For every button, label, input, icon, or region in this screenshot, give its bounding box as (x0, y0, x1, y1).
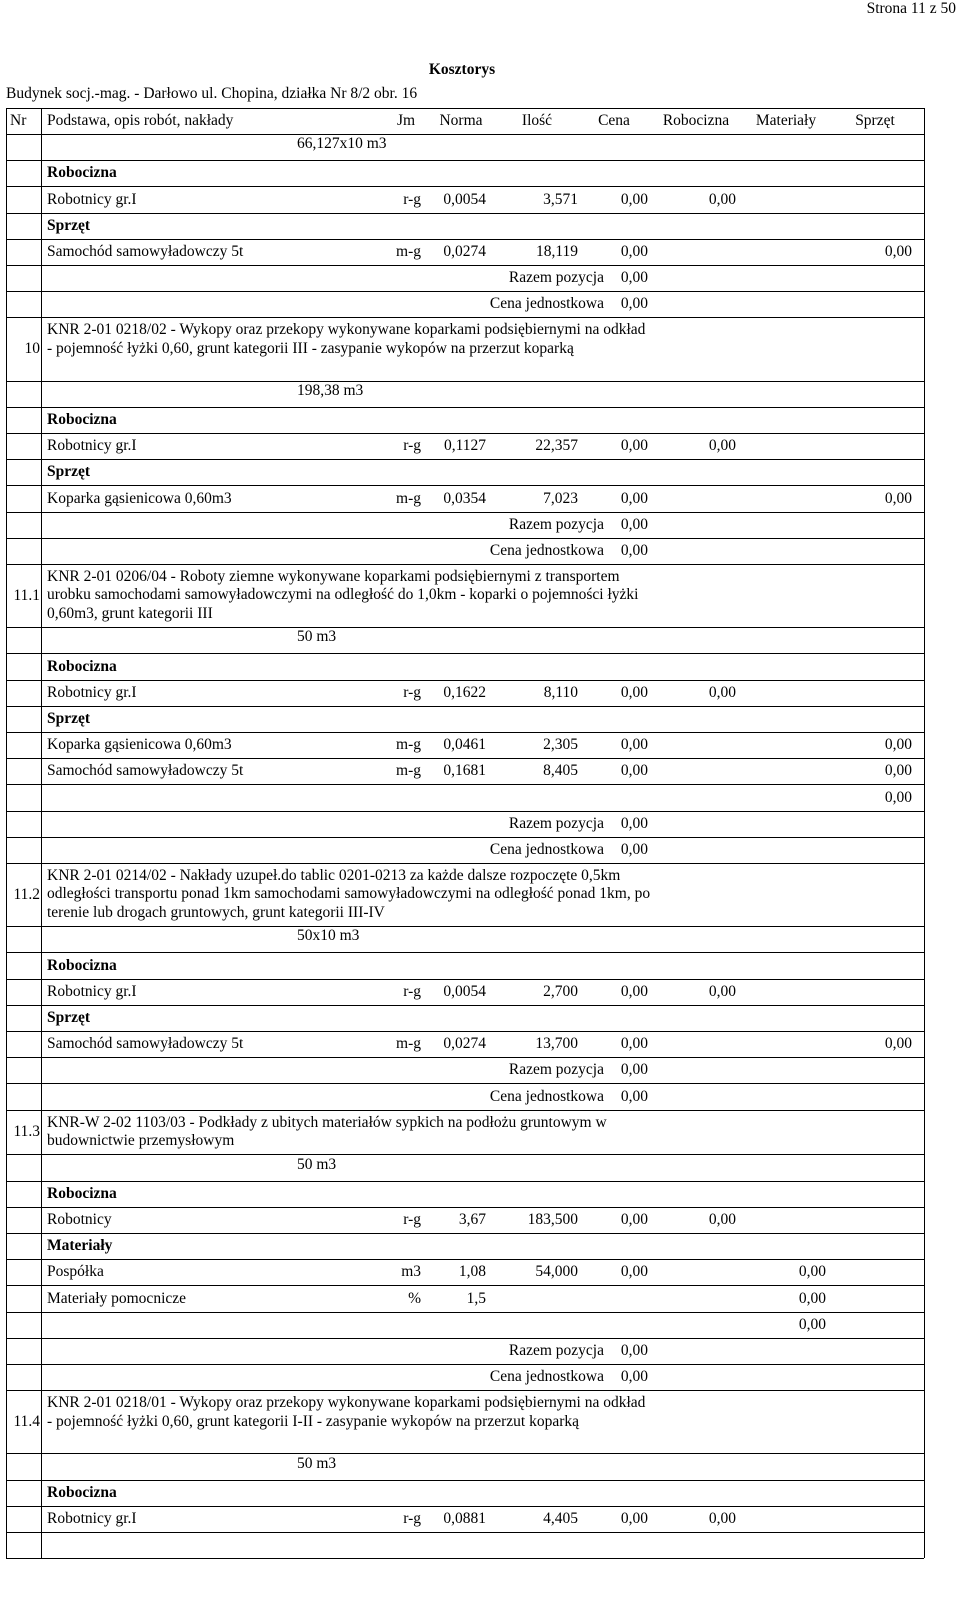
row-divider (6, 784, 924, 785)
row-divider (6, 407, 924, 408)
quantity: 198,38 m3 (297, 381, 364, 399)
price: 0,00 (620, 242, 648, 260)
labour-value: 0,00 (708, 1509, 736, 1527)
column-header: Sprzęt (855, 112, 895, 129)
resource-name: Robotnicy gr.I (47, 683, 137, 701)
total-value: 0,00 (620, 269, 648, 287)
row-divider (6, 1312, 924, 1313)
total-value: 0,00 (620, 295, 648, 313)
quantity-value: 183,500 (527, 1210, 578, 1228)
unit: m-g (396, 762, 421, 780)
row-divider (6, 1285, 924, 1286)
norm: 0,1681 (443, 762, 486, 780)
section-label: Robocizna (47, 410, 117, 428)
row-divider (6, 1453, 924, 1454)
price: 0,00 (620, 736, 648, 754)
total-value: 0,00 (620, 515, 648, 533)
materials-value: 0,00 (798, 1289, 826, 1307)
row-divider (6, 979, 924, 980)
total-value: 0,00 (620, 1061, 648, 1079)
resource-name: Robotnicy gr.I (47, 437, 137, 455)
total-value: 0,00 (620, 541, 648, 559)
section-label: Sprzęt (47, 1008, 91, 1026)
quantity: 50 m3 (297, 1454, 337, 1472)
row-divider (6, 1057, 924, 1058)
row-divider (6, 265, 924, 266)
quantity-value: 2,305 (543, 736, 578, 754)
price: 0,00 (620, 683, 648, 701)
norm: 0,0881 (443, 1509, 486, 1527)
column-header: Podstawa, opis robót, nakłady (47, 112, 234, 129)
row-divider (6, 837, 924, 838)
norm: 0,0054 (443, 982, 486, 1000)
row-divider (6, 1207, 924, 1208)
price: 0,00 (620, 762, 648, 780)
equipment-value: 0,00 (884, 489, 912, 507)
header-top-border (6, 108, 924, 109)
norm: 0,1127 (443, 437, 486, 455)
total-label: Razem pozycja (508, 515, 604, 533)
row-divider (6, 1532, 924, 1533)
row-divider (6, 459, 924, 460)
quantity-value: 8,405 (543, 762, 578, 780)
column-header: Nr (10, 112, 27, 129)
position-description: KNR-W 2-02 1103/03 - Podkłady z ubitych materiałów sypkich na podłożu gruntowym w budownictwie przemysłowym (47, 1113, 607, 1149)
norm: 0,0461 (443, 736, 486, 754)
total-value: 0,00 (620, 814, 648, 832)
row-divider (6, 1259, 924, 1260)
row-divider (6, 291, 924, 292)
resource-name: Samochód samowyładowczy 5t (47, 1035, 244, 1053)
row-divider (6, 653, 924, 654)
total-value: 0,00 (620, 1341, 648, 1359)
price: 0,00 (620, 1509, 648, 1527)
position-number: 11.1 (13, 586, 40, 604)
header-bottom-border (6, 134, 924, 135)
resource-name: Robotnicy gr.I (47, 190, 137, 208)
quantity: 66,127x10 m3 (297, 135, 387, 153)
quantity-value: 54,000 (535, 1263, 578, 1281)
quantity-value: 18,119 (535, 242, 578, 260)
quantity: 50 m3 (297, 1155, 337, 1173)
row-divider (6, 1110, 924, 1111)
resource-name: Robotnicy gr.I (47, 1509, 137, 1527)
column-header: Norma (439, 112, 483, 129)
price: 0,00 (620, 982, 648, 1000)
nr-column-divider (41, 108, 42, 1558)
row-divider (6, 1558, 924, 1559)
row-divider (6, 1083, 924, 1084)
resource-name: Robotnicy (47, 1210, 112, 1228)
row-divider (6, 433, 924, 434)
section-label: Sprzęt (47, 463, 91, 481)
resource-name: Materiały pomocnicze (47, 1289, 187, 1307)
unit: % (408, 1289, 421, 1307)
unit: m-g (396, 1035, 421, 1053)
row-divider (6, 706, 924, 707)
row-divider (6, 1031, 924, 1032)
column-header: Ilość (521, 112, 553, 129)
total-label: Razem pozycja (508, 1061, 604, 1079)
table-left-border (6, 108, 7, 1558)
row-divider (6, 1154, 924, 1155)
resource-name: Robotnicy gr.I (47, 982, 137, 1000)
norm: 0,0054 (443, 190, 486, 208)
total-value: 0,00 (620, 840, 648, 858)
price: 0,00 (620, 1035, 648, 1053)
row-divider (6, 1480, 924, 1481)
column-header: Robocizna (662, 112, 730, 129)
materials-sum: 0,00 (798, 1315, 826, 1333)
norm: 1,5 (466, 1289, 486, 1307)
quantity-value: 2,700 (543, 982, 578, 1000)
price: 0,00 (620, 489, 648, 507)
row-divider (6, 732, 924, 733)
row-divider (6, 381, 924, 382)
row-divider (6, 1005, 924, 1006)
row-divider (6, 485, 924, 486)
labour-value: 0,00 (708, 683, 736, 701)
norm: 0,0274 (443, 1035, 486, 1053)
labour-value: 0,00 (708, 437, 736, 455)
column-header: Materiały (755, 112, 817, 129)
section-label: Robocizna (47, 164, 117, 182)
unit: r-g (403, 683, 421, 701)
row-divider (6, 758, 924, 759)
quantity-value: 3,571 (543, 190, 578, 208)
position-number: 10 (24, 340, 40, 357)
total-label: Cena jednostkowa (489, 1087, 604, 1105)
row-divider (6, 317, 924, 318)
row-divider (6, 627, 924, 628)
position-description: KNR 2-01 0218/01 - Wykopy oraz przekopy wykonywane koparkami podsiębiernymi na odkład - pojemność łyżki 0,60, grunt kategorii I-II - zasypanie wykopów na przerzut koparką (47, 1394, 646, 1430)
labour-value: 0,00 (708, 190, 736, 208)
total-label: Cena jednostkowa (489, 295, 604, 313)
row-divider (6, 926, 924, 927)
total-label: Cena jednostkowa (489, 840, 604, 858)
price: 0,00 (620, 1210, 648, 1228)
column-header: Jm (396, 112, 416, 129)
norm: 0,1622 (443, 683, 486, 701)
norm: 0,0354 (443, 489, 486, 507)
quantity-value: 4,405 (543, 1509, 578, 1527)
row-divider (6, 1506, 924, 1507)
equipment-value: 0,00 (884, 762, 912, 780)
price: 0,00 (620, 190, 648, 208)
equipment-value: 0,00 (884, 736, 912, 754)
column-header: Cena (598, 112, 630, 129)
materials-value: 0,00 (798, 1263, 826, 1281)
unit: r-g (403, 437, 421, 455)
unit: m-g (396, 242, 421, 260)
total-label: Cena jednostkowa (489, 1368, 604, 1386)
total-label: Razem pozycja (508, 814, 604, 832)
position-number: 11.2 (13, 885, 40, 903)
price: 0,00 (620, 1263, 648, 1281)
row-divider (6, 512, 924, 513)
row-divider (6, 186, 924, 187)
position-number: 11.4 (13, 1412, 40, 1430)
quantity: 50 m3 (297, 628, 337, 646)
section-label: Sprzęt (47, 216, 91, 234)
row-divider (6, 1181, 924, 1182)
row-divider (6, 160, 924, 161)
row-divider (6, 680, 924, 681)
row-divider (6, 811, 924, 812)
unit: r-g (403, 1509, 421, 1527)
quantity: 50x10 m3 (297, 927, 360, 945)
row-divider (6, 213, 924, 214)
quantity-value: 7,023 (543, 489, 578, 507)
position-description: KNR 2-01 0218/02 - Wykopy oraz przekopy wykonywane koparkami podsiębiernymi na odkład - pojemność łyżki 0,60, grunt kategorii III - zasypanie wykopów na przerzut koparką (47, 321, 646, 357)
norm: 3,67 (458, 1210, 486, 1228)
section-label: Sprzęt (47, 709, 91, 727)
unit: m-g (396, 736, 421, 754)
row-divider (6, 1364, 924, 1365)
unit: m-g (396, 489, 421, 507)
unit: r-g (403, 190, 421, 208)
resource-name: Koparka gąsienicowa 0,60m3 (47, 736, 232, 754)
section-label: Robocizna (47, 1184, 117, 1202)
labour-value: 0,00 (708, 982, 736, 1000)
section-label: Robocizna (47, 1483, 117, 1501)
table-right-border (924, 108, 925, 1558)
resource-name: Pospółka (47, 1263, 104, 1281)
position-description: KNR 2-01 0214/02 - Nakłady uzupeł.do tablic 0201-0213 za każde dalsze rozpoczęte 0,5km odległości transportu ponad 1km samochodami samowyładowczymi na odległość ponad 1km, po terenie lub drogach gruntowych, grunt kategorii III-IV (47, 867, 651, 921)
norm: 1,08 (458, 1263, 486, 1281)
quantity-value: 8,110 (543, 683, 578, 701)
row-divider (6, 1233, 924, 1234)
unit: r-g (403, 982, 421, 1000)
page-number: Strona 11 z 50 (866, 0, 956, 17)
resource-name: Samochód samowyładowczy 5t (47, 242, 244, 260)
resource-name: Koparka gąsienicowa 0,60m3 (47, 489, 232, 507)
row-divider (6, 239, 924, 240)
row-divider (6, 538, 924, 539)
norm: 0,0274 (443, 242, 486, 260)
price: 0,00 (620, 437, 648, 455)
position-number: 11.3 (13, 1123, 40, 1140)
project-name: Budynek socj.-mag. - Darłowo ul. Chopina, działka Nr 8/2 obr. 16 (6, 85, 418, 102)
section-label: Robocizna (47, 956, 117, 974)
equipment-value: 0,00 (884, 1035, 912, 1053)
total-label: Razem pozycja (508, 269, 604, 287)
unit: r-g (403, 1210, 421, 1228)
section-label: Robocizna (47, 657, 117, 675)
position-description: KNR 2-01 0206/04 - Roboty ziemne wykonywane koparkami podsiębiernymi z transportem urobku samochodami samowyładowczymi na odległość do 1,0km - koparki o pojemności łyżki 0,60m3, grunt kategorii III (47, 568, 639, 622)
equipment-sum: 0,00 (884, 788, 912, 806)
section-label: Materiały (47, 1237, 113, 1255)
quantity-value: 22,357 (535, 437, 578, 455)
document-title: Kosztorys (428, 61, 496, 78)
resource-name: Samochód samowyładowczy 5t (47, 762, 244, 780)
labour-value: 0,00 (708, 1210, 736, 1228)
row-divider (6, 952, 924, 953)
total-label: Razem pozycja (508, 1341, 604, 1359)
row-divider (6, 564, 924, 565)
equipment-value: 0,00 (884, 242, 912, 260)
total-value: 0,00 (620, 1087, 648, 1105)
unit: m3 (401, 1263, 421, 1281)
total-value: 0,00 (620, 1368, 648, 1386)
row-divider (6, 863, 924, 864)
total-label: Cena jednostkowa (489, 541, 604, 559)
row-divider (6, 1338, 924, 1339)
row-divider (6, 1390, 924, 1391)
quantity-value: 13,700 (535, 1035, 578, 1053)
